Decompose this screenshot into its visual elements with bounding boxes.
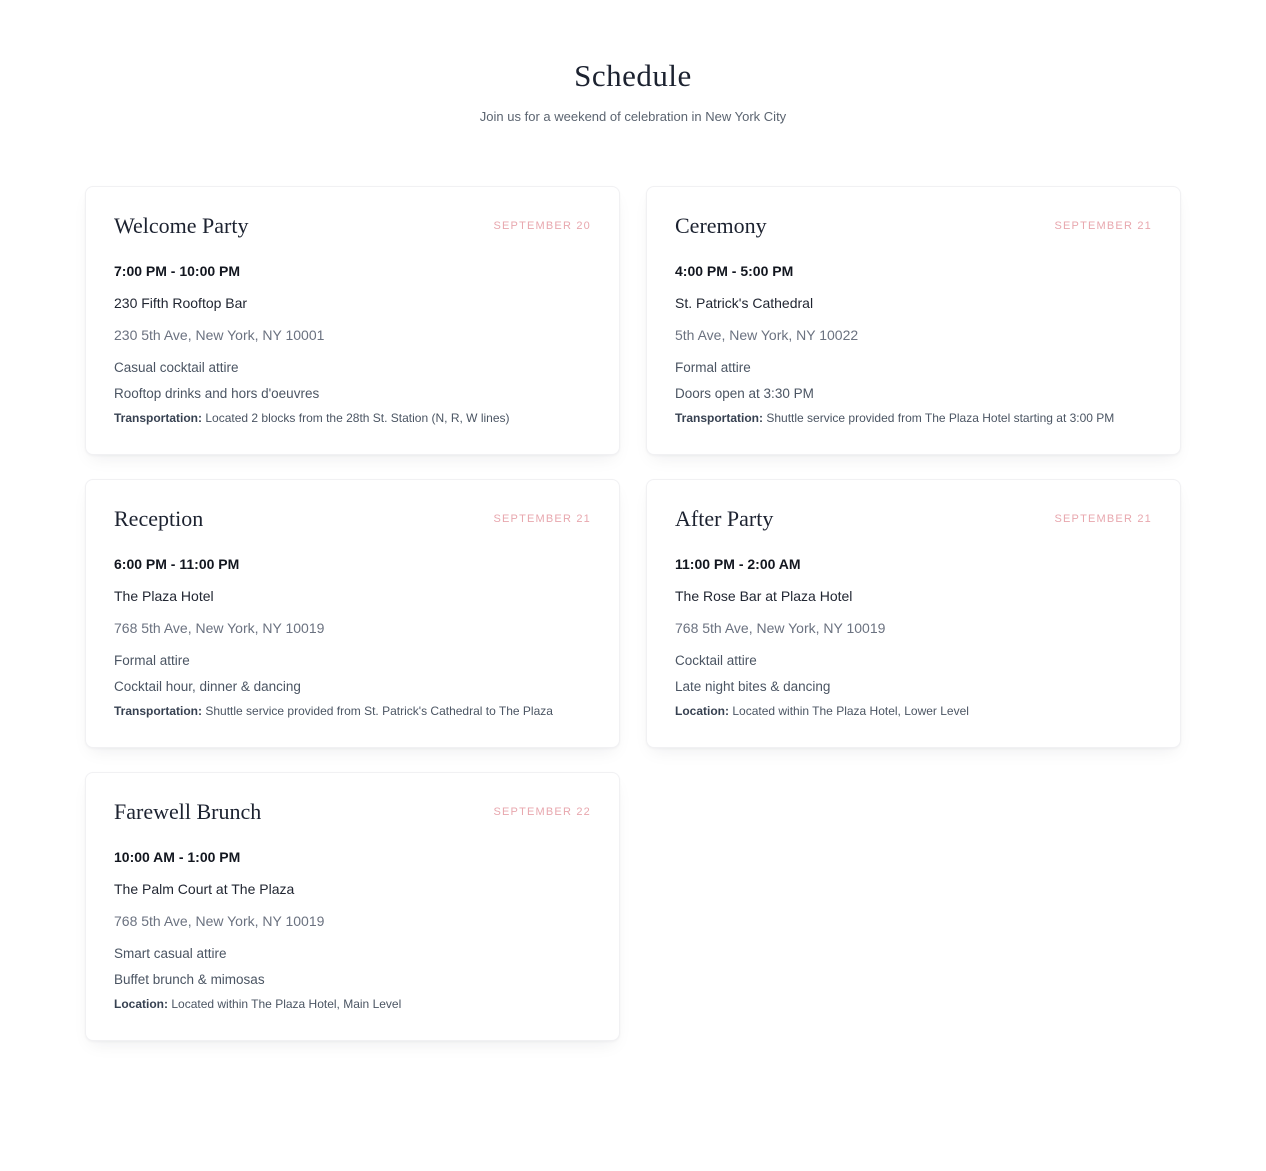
event-address: 768 5th Ave, New York, NY 10019 [675,620,886,636]
event-description: Cocktail hour, dinner & dancing [114,679,301,694]
event-date-badge: SEPTEMBER 21 [493,513,591,525]
event-card-welcome-party [85,186,620,455]
event-date-badge: SEPTEMBER 20 [493,220,591,232]
event-attire: Smart casual attire [114,946,227,961]
card-header [114,506,591,532]
page-header [0,58,1266,124]
event-time: 6:00 PM - 11:00 PM [114,556,240,572]
event-address: 768 5th Ave, New York, NY 10019 [114,913,325,929]
event-date-badge: SEPTEMBER 21 [1054,513,1152,525]
event-note-text: Located within The Plaza Hotel, Lower Level [732,704,969,718]
event-description: Rooftop drinks and hors d'oeuvres [114,386,320,401]
event-description: Buffet brunch & mimosas [114,972,265,987]
event-attire: Casual cocktail attire [114,360,239,375]
event-note [114,410,591,426]
event-attire: Cocktail attire [675,653,757,668]
event-time: 4:00 PM - 5:00 PM [675,263,794,279]
event-venue: The Plaza Hotel [114,588,214,604]
card-header [675,506,1152,532]
card-header [114,213,591,239]
event-venue: The Palm Court at The Plaza [114,881,295,897]
event-description: Late night bites & dancing [675,679,831,694]
event-description: Doors open at 3:30 PM [675,386,814,401]
event-name: Ceremony [675,213,767,238]
event-name: Farewell Brunch [114,799,262,824]
event-note [114,703,591,719]
event-note-label: Transportation: [114,704,203,718]
event-address: 768 5th Ave, New York, NY 10019 [114,620,325,636]
event-venue: 230 Fifth Rooftop Bar [114,295,248,311]
event-note-label: Transportation: [114,411,203,425]
card-header [114,799,591,825]
page-subtitle: Join us for a weekend of celebration in New York City [479,109,787,124]
event-note-text: Located within The Plaza Hotel, Main Level [171,997,402,1011]
event-note-text: Shuttle service provided from The Plaza Hotel starting at 3:00 PM [766,411,1115,425]
event-date-badge: SEPTEMBER 22 [493,806,591,818]
event-name: Reception [114,506,204,531]
page-title: Schedule [574,58,692,93]
event-time: 11:00 PM - 2:00 AM [675,556,801,572]
event-note [114,996,591,1012]
event-note-label: Location: [675,704,729,718]
event-time: 10:00 AM - 1:00 PM [114,849,241,865]
event-venue: The Rose Bar at Plaza Hotel [675,588,853,604]
event-note-label: Transportation: [675,411,764,425]
event-card-ceremony [646,186,1181,455]
event-note-text: Located 2 blocks from the 28th St. Station (N, R, W lines) [205,411,510,425]
event-card-reception [85,479,620,748]
events-grid [85,186,1181,1101]
event-venue: St. Patrick's Cathedral [675,295,814,311]
event-address: 230 5th Ave, New York, NY 10001 [114,327,325,343]
event-card-farewell-brunch [85,772,620,1041]
event-time: 7:00 PM - 10:00 PM [114,263,241,279]
event-note [675,703,1152,719]
event-note-label: Location: [114,997,168,1011]
event-name: After Party [675,506,774,531]
event-note [675,410,1152,426]
event-name: Welcome Party [114,213,249,238]
event-address: 5th Ave, New York, NY 10022 [675,327,859,343]
card-header [675,213,1152,239]
event-card-after-party [646,479,1181,748]
event-attire: Formal attire [675,360,751,375]
event-date-badge: SEPTEMBER 21 [1054,220,1152,232]
event-note-text: Shuttle service provided from St. Patrick's Cathedral to The Plaza [205,704,553,718]
event-attire: Formal attire [114,653,190,668]
